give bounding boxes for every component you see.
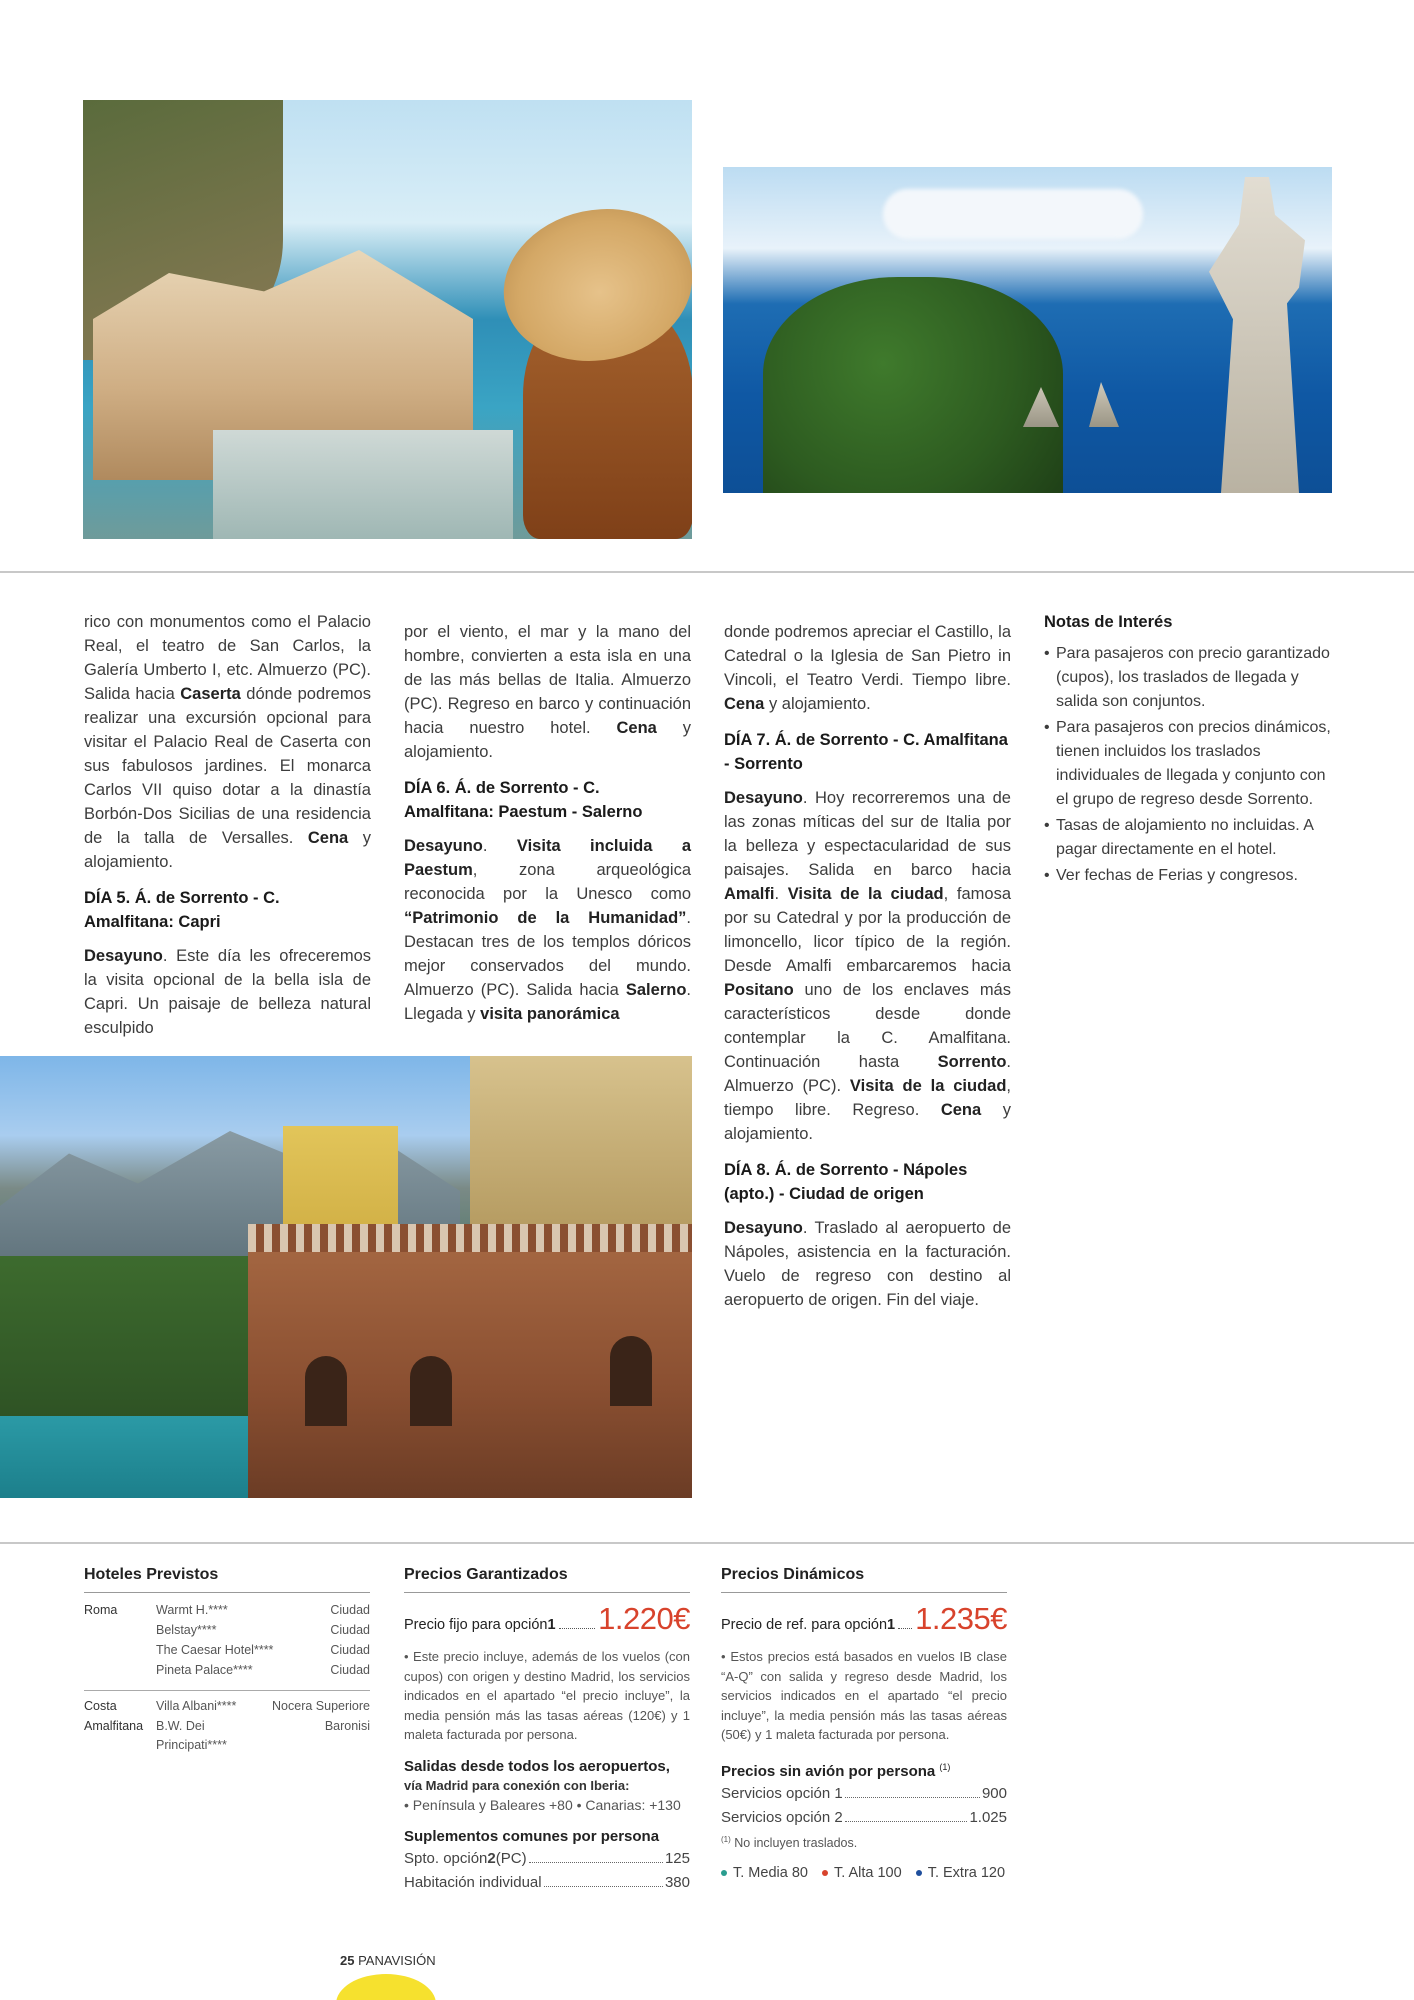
hotel-name: B.W. Dei Principati**** xyxy=(156,1719,227,1752)
capri-faraglioni-photo xyxy=(723,167,1332,493)
supplement-row: Spto. opción 2 (PC) 125 xyxy=(404,1849,690,1867)
dynamic-price-line: Precio de ref. para opción 1 1.235€ xyxy=(721,1601,1007,1636)
hotel-location: Baronisi xyxy=(324,1719,370,1733)
guaranteed-price-line: Precio fijo para opción 1 1.220€ xyxy=(404,1601,690,1636)
itinerary-column-2 xyxy=(404,620,691,1038)
hotel-name: Villa Albani**** xyxy=(156,1699,237,1713)
hotels-box xyxy=(84,1566,370,1765)
hotel-name: The Caesar Hotel**** xyxy=(156,1643,274,1657)
supplements-heading: Suplementos comunes por persona xyxy=(404,1827,660,1845)
day6-continuation: donde podremos apreciar el Castillo, la Catedral o la Iglesia de San Pietro in Vincoli, el Teatro Verdi. Tiempo libre. Cena y alojamiento. xyxy=(724,623,1011,713)
day4-continuation: rico con monumentos como el Palacio Real, el teatro de San Carlos, la Galería Umberto I, etc. Almuerzo (PC). Salida hacia Caserta dónde podremos realizar una excursión opcional para visitar el Palacio Real de Caserta con sus fabulosos jardines. El monarca Carlos VII quiso dotar a la dinastía Borbón-Dos Sicilias de una residencia de la talla de Versalles. Cena y alojamiento. xyxy=(84,613,371,871)
guaranteed-price: 1.220€ xyxy=(598,1601,690,1636)
arch-window-shape xyxy=(610,1336,652,1406)
season-media: T. Media 80 xyxy=(721,1865,808,1881)
note-item: • Para pasajeros con precios dinámicos, tienen incluidos los traslados individuales de llegada y conjunto con el grupo de regreso desde Sorrento. xyxy=(1044,716,1334,812)
season-dot-icon xyxy=(916,1870,922,1876)
itinerary-column-1 xyxy=(84,610,371,1052)
day8-text: Desayuno. Traslado al aeropuerto de Nápoles, asistencia en la facturación. Vuelo de regreso con destino al aeropuerto de origen. Fin del viaje. xyxy=(724,1219,1011,1309)
arch-window-shape xyxy=(410,1356,452,1426)
notes-list xyxy=(1044,642,1334,888)
hotel-city: Roma xyxy=(84,1603,118,1617)
hotel-location: Nocera Superiore xyxy=(272,1699,370,1713)
pine-trees-shape xyxy=(763,277,1063,493)
hotel-location: Ciudad xyxy=(330,1623,370,1637)
amalfi-coast-photo xyxy=(83,100,692,539)
day5-heading: DÍA 5. Á. de Sorrento - C. Amalfitana: Capri xyxy=(84,889,280,931)
balustrade-shape xyxy=(248,1224,692,1252)
note-item: • Ver fechas de Ferias y congresos. xyxy=(1044,864,1334,888)
dynamic-note: • Estos precios está basados en vuelos IB clase “A-Q” con salida y regreso desde Madrid, los servicios indicados en el apartado “el precio incluye”, la media pensión más las tasas aéreas (50€) y 1 maleta facturada por persona. xyxy=(721,1649,1007,1742)
no-flight-heading: Precios sin avión por persona $^{(1)}$ xyxy=(721,1761,951,1780)
hotel-location: Ciudad xyxy=(330,1643,370,1657)
hotel-group-roma xyxy=(84,1601,370,1690)
sorrento-villa-photo xyxy=(0,1056,692,1498)
beach-shape xyxy=(213,430,513,539)
departures-subheading: vía Madrid para conexión con Iberia: xyxy=(404,1777,630,1793)
dynamic-prices-box xyxy=(721,1566,1007,1881)
hotel-location: Ciudad xyxy=(330,1603,370,1617)
departures-supplements: • Península y Baleares +80 • Canarias: +130 xyxy=(404,1796,681,1813)
brand-name: PANAVISIÓN xyxy=(358,1953,436,1968)
hotel-name: Belstay**** xyxy=(156,1623,217,1637)
season-dot-icon xyxy=(822,1870,828,1876)
notes-column xyxy=(1044,610,1334,890)
dynamic-prices-heading: Precios Dinámicos xyxy=(721,1566,1007,1593)
departures-heading: Salidas desde todos los aeropuertos, xyxy=(404,1757,670,1775)
hotel-city: Costa xyxy=(84,1699,117,1713)
section-divider-top xyxy=(0,571,1414,573)
day5-continuation: por el viento, el mar y la mano del hombre, convierten a esta isla en una de las más bellas de Italia. Almuerzo (PC). Regreso en barco y continuación hacia nuestro hotel. Cena y alojamiento. xyxy=(404,623,691,761)
cloud-shape xyxy=(883,189,1143,239)
arch-window-shape xyxy=(305,1356,347,1426)
season-extra: T. Extra 120 xyxy=(916,1865,1005,1881)
day5-text: Desayuno. Este día les ofreceremos la visita opcional de la bella isla de Capri. Un paisaje de belleza natural esculpido xyxy=(84,947,371,1037)
yellow-tab-shape xyxy=(336,1974,436,2000)
day8-heading: DÍA 8. Á. de Sorrento - Nápoles (apto.) - Ciudad de origen xyxy=(724,1161,968,1203)
hotel-city: Amalfitana xyxy=(84,1719,144,1733)
notes-heading: Notas de Interés xyxy=(1044,613,1173,631)
no-flight-row: Servicios opción 1 900 xyxy=(721,1784,1007,1802)
page-footer xyxy=(340,1953,436,1968)
villa-shape xyxy=(470,1056,692,1226)
season-dot-icon xyxy=(721,1870,727,1876)
section-divider-bottom xyxy=(0,1542,1414,1544)
hotel-name: Pineta Palace**** xyxy=(156,1663,253,1677)
note-item: • Para pasajeros con precio garantizado (cupos), los traslados de llegada y salida son conjuntos. xyxy=(1044,642,1334,714)
note-item: • Tasas de alojamiento no incluidas. A pagar directamente en el hotel. xyxy=(1044,814,1334,862)
guaranteed-prices-heading: Precios Garantizados xyxy=(404,1566,690,1593)
page-number: 25 xyxy=(340,1953,355,1968)
dynamic-price: 1.235€ xyxy=(915,1601,1007,1636)
day6-heading: DÍA 6. Á. de Sorrento - C. Amalfitana: Paestum - Salerno xyxy=(404,779,643,821)
sea-shape xyxy=(0,1416,260,1498)
guaranteed-prices-box xyxy=(404,1566,690,1895)
hotel-location: Ciudad xyxy=(330,1663,370,1677)
no-flight-row: Servicios opción 2 1.025 xyxy=(721,1808,1007,1826)
day6-text: Desayuno. Visita incluida a Paestum, zona arqueológica reconocida por la Unesco como “Patrimonio de la Humanidad”. Destacan tres de los templos dóricos mejor conservados del mundo. Almuerzo (PC). Salida hacia Salerno. Llegada y visita panorámica xyxy=(404,837,691,1023)
day7-text: Desayuno. Hoy recorreremos una de las zonas míticas del sur de Italia por la belleza y espectacularidad de sus paisajes. Salida en barco hacia Amalfi. Visita de la ciudad, famosa por su Catedral y por la producción de limoncello, licor típico de la región. Desde Amalfi embarcaremos hacia Positano uno de los enclaves más característicos desde donde contemplar la C. Amalfitana. Continuación hasta Sorrento. Almuerzo (PC). Visita de la ciudad, tiempo libre. Regreso. Cena y alojamiento. xyxy=(724,789,1012,1143)
hotel-name: Warmt H.**** xyxy=(156,1603,228,1617)
season-alta: T. Alta 100 xyxy=(822,1865,902,1881)
hotel-group-costa xyxy=(84,1690,370,1765)
hotels-heading: Hoteles Previstos xyxy=(84,1566,370,1593)
supplement-row: Habitación individual 380 xyxy=(404,1873,690,1891)
day7-heading: DÍA 7. Á. de Sorrento - C. Amalfitana - Sorrento xyxy=(724,731,1008,773)
no-flight-footnote: $^{(1)}$ No incluyen traslados. xyxy=(721,1834,858,1850)
statue-shape xyxy=(1203,177,1323,493)
itinerary-column-3 xyxy=(724,620,1011,1324)
season-legend xyxy=(721,1865,1007,1881)
guaranteed-note: • Este precio incluye, además de los vuelos (con cupos) con origen y destino Madrid, los servicios indicados en el apartado “el precio incluye”, la media pensión más las tasas aéreas (120€) y 1 maleta facturada por persona. xyxy=(404,1649,690,1742)
